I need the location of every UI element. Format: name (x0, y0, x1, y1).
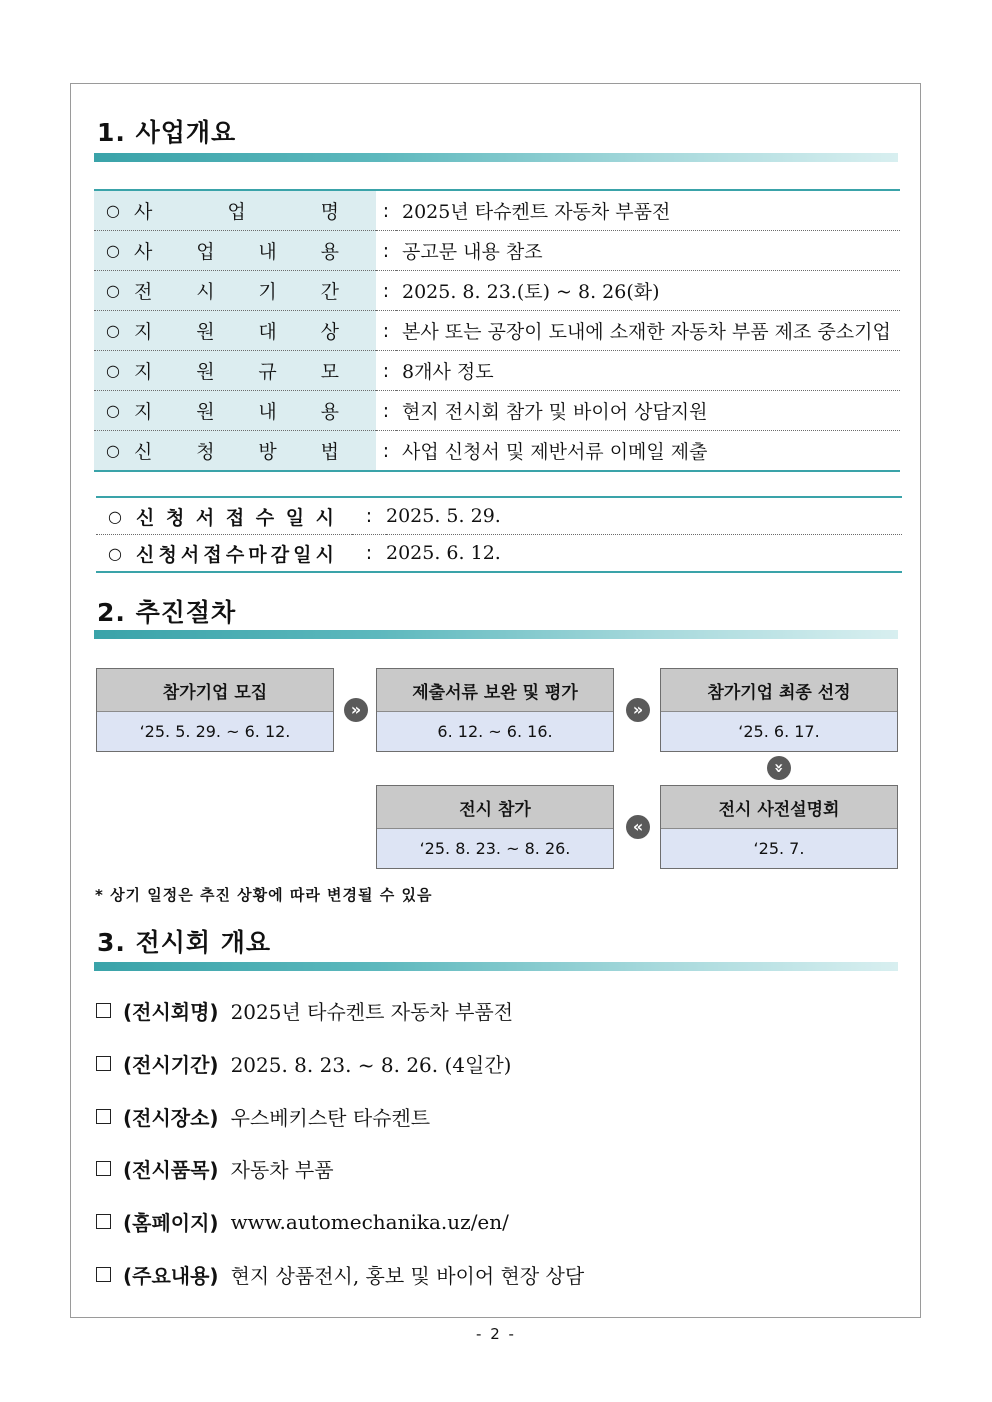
label-char: 사 (134, 241, 153, 263)
step-recruit (96, 668, 334, 752)
colon: : (352, 497, 386, 535)
exhibition-item-value: 우스베키스탄 타슈켄트 (230, 1105, 431, 1130)
section-2-title-bar (94, 630, 898, 639)
label-char: 방 (258, 441, 277, 463)
overview-value: 공고문 내용 참조 (396, 231, 900, 271)
date-label-cell (96, 497, 352, 535)
label-char: 사 (134, 201, 153, 223)
label-char: 용 (320, 401, 339, 423)
application-dates-table (96, 496, 902, 573)
step-date: ‘25. 8. 23. ~ 8. 26. (377, 828, 613, 868)
exhibition-item (96, 1260, 584, 1289)
exhibition-item-value: 2025년 타슈켄트 자동차 부품전 (230, 1000, 514, 1024)
overview-value: 8개사 정도 (396, 351, 900, 391)
bullet-circle-icon: ○ (106, 401, 120, 420)
exhibition-item-value: 현지 상품전시, 홍보 및 바이어 현장 상담 (230, 1264, 585, 1288)
exhibition-item-key: (홈페이지) (123, 1211, 219, 1236)
exhibition-item-key: (전시회명) (123, 1000, 219, 1024)
exhibition-item-key: (전시기간) (123, 1052, 219, 1077)
date-value: 2025. 5. 29. (386, 497, 902, 535)
label-char: 신 (136, 506, 155, 529)
bullet-circle-icon: ○ (106, 441, 120, 460)
overview-label-cell (94, 351, 376, 391)
overview-row (94, 431, 900, 472)
label-char: 업 (227, 201, 246, 223)
label-char: 지 (134, 361, 153, 383)
overview-label-cell (94, 431, 376, 472)
section-1-title: 1. 사업개요 (97, 118, 237, 147)
double-chevron-right-icon: » (626, 698, 650, 722)
label-char: 규 (258, 361, 277, 383)
label-char: 일 (293, 543, 312, 566)
bullet-circle-icon: ○ (106, 321, 120, 340)
overview-label-cell (94, 271, 376, 311)
step-date: ‘25. 5. 29. ~ 6. 12. (97, 711, 333, 751)
label-char: 용 (320, 241, 339, 263)
step-title: 제출서류 보완 및 평가 (377, 669, 613, 711)
label-char: 시 (315, 506, 334, 529)
checkbox-square-icon (96, 1267, 111, 1282)
checkbox-square-icon (96, 1003, 111, 1018)
step-title: 참가기업 최종 선정 (661, 669, 897, 711)
step-title: 전시 사전설명회 (661, 786, 897, 828)
colon: : (365, 542, 373, 564)
overview-value: 현지 전시회 참가 및 바이어 상담지원 (396, 391, 900, 431)
step-exhibition (376, 785, 614, 869)
colon: : (376, 351, 396, 391)
overview-row (94, 271, 900, 311)
schedule-note: * 상기 일정은 추진 상황에 따라 변경될 수 있음 (95, 886, 433, 904)
section-1-title-bar (94, 153, 898, 162)
step-review (376, 668, 614, 752)
overview-value: 사업 신청서 및 제반서류 이메일 제출 (402, 441, 708, 463)
exhibition-item-key: (주요내용) (123, 1264, 219, 1288)
checkbox-square-icon (96, 1056, 111, 1071)
colon: : (376, 311, 396, 351)
overview-value: 2025년 타슈켄트 자동차 부품전 (396, 190, 900, 231)
label-char: 지 (134, 401, 153, 423)
bullet-circle-icon: ○ (108, 543, 122, 563)
step-date: 6. 12. ~ 6. 16. (377, 711, 613, 751)
label-char: 수 (225, 543, 245, 566)
label-char: 원 (196, 361, 215, 383)
overview-label-cell (94, 190, 376, 231)
label-char: 법 (320, 441, 339, 463)
exhibition-item-value: 자동차 부품 (230, 1158, 334, 1183)
exhibition-item-key: (전시장소) (123, 1105, 219, 1130)
date-row (96, 497, 902, 535)
checkbox-square-icon (96, 1161, 111, 1176)
section-3-title: 3. 전시회 개요 (97, 928, 272, 957)
label-char: 청 (196, 441, 215, 463)
page-number: - 2 - (476, 1325, 516, 1343)
label-char: 대 (258, 321, 277, 343)
label-char: 내 (258, 241, 277, 263)
exhibition-item (96, 1102, 430, 1131)
section-2-title: 2. 추진절차 (97, 598, 237, 627)
exhibition-item-key: (전시품목) (123, 1158, 219, 1183)
overview-row (94, 231, 900, 271)
label-char: 명 (320, 201, 339, 223)
label-char: 기 (258, 281, 277, 303)
section-3-title-bar (94, 962, 898, 971)
double-chevron-left-icon: « (626, 815, 650, 839)
overview-label-cell (94, 231, 376, 271)
step-final-selection (660, 668, 898, 752)
checkbox-square-icon (96, 1109, 111, 1124)
colon: : (382, 439, 390, 462)
label-char: 서 (195, 506, 215, 529)
label-char: 청 (165, 506, 185, 529)
step-title: 참가기업 모집 (97, 669, 333, 711)
label-char: 신 (136, 543, 155, 566)
double-chevron-down-icon: » (767, 756, 791, 780)
label-char: 상 (320, 321, 339, 343)
label-char: 원 (196, 401, 215, 423)
business-overview-table (94, 189, 900, 472)
double-chevron-right-icon: » (344, 698, 368, 722)
overview-label-cell (94, 391, 376, 431)
label-char: 모 (320, 361, 339, 383)
overview-value: 2025. 8. 23.(토) ~ 8. 26(화) (396, 271, 900, 311)
label-char: 지 (134, 321, 153, 343)
exhibition-item-value: 2025. 8. 23. ~ 8. 26. (4일간) (230, 1052, 512, 1077)
label-char: 업 (196, 241, 215, 263)
label-char: 시 (196, 281, 215, 303)
overview-row (94, 351, 900, 391)
label-char: 내 (258, 401, 277, 423)
label-char: 마 (248, 543, 267, 566)
overview-row (94, 311, 900, 351)
exhibition-item-value: www.automechanika.uz/en/ (230, 1209, 509, 1234)
step-briefing (660, 785, 898, 869)
exhibition-item (96, 1207, 509, 1236)
colon: : (376, 271, 396, 311)
bullet-circle-icon: ○ (106, 241, 120, 260)
overview-value: 본사 또는 공장이 도내에 소재한 자동차 부품 제조 중소기업 (396, 311, 900, 351)
overview-row (94, 391, 900, 431)
colon: : (376, 190, 396, 231)
label-char: 일 (285, 506, 305, 529)
bullet-circle-icon: ○ (108, 506, 122, 526)
bullet-circle-icon: ○ (106, 281, 120, 300)
label-char: 접 (225, 506, 245, 529)
overview-row (94, 190, 900, 231)
label-char: 감 (270, 543, 290, 566)
label-char: 전 (134, 281, 153, 303)
label-char: 청 (158, 543, 177, 566)
date-value: 2025. 6. 12. (386, 542, 501, 564)
label-char: 접 (203, 543, 222, 566)
date-label-cell (96, 535, 352, 573)
colon: : (376, 391, 396, 431)
date-row (96, 535, 902, 573)
bullet-circle-icon: ○ (106, 361, 120, 380)
label-char: 수 (255, 506, 275, 529)
checkbox-square-icon (96, 1214, 111, 1229)
label-char: 시 (315, 543, 334, 566)
label-char: 서 (180, 543, 200, 566)
label-char: 간 (320, 281, 339, 303)
exhibition-item (96, 1154, 334, 1183)
step-date: ‘25. 7. (661, 828, 897, 868)
bullet-circle-icon: ○ (106, 201, 120, 220)
step-title: 전시 참가 (377, 786, 613, 828)
overview-label-cell (94, 311, 376, 351)
label-char: 원 (196, 321, 215, 343)
label-char: 신 (134, 441, 153, 463)
exhibition-item (96, 1049, 511, 1078)
step-date: ‘25. 6. 17. (661, 711, 897, 751)
colon: : (376, 231, 396, 271)
exhibition-item (96, 996, 513, 1025)
